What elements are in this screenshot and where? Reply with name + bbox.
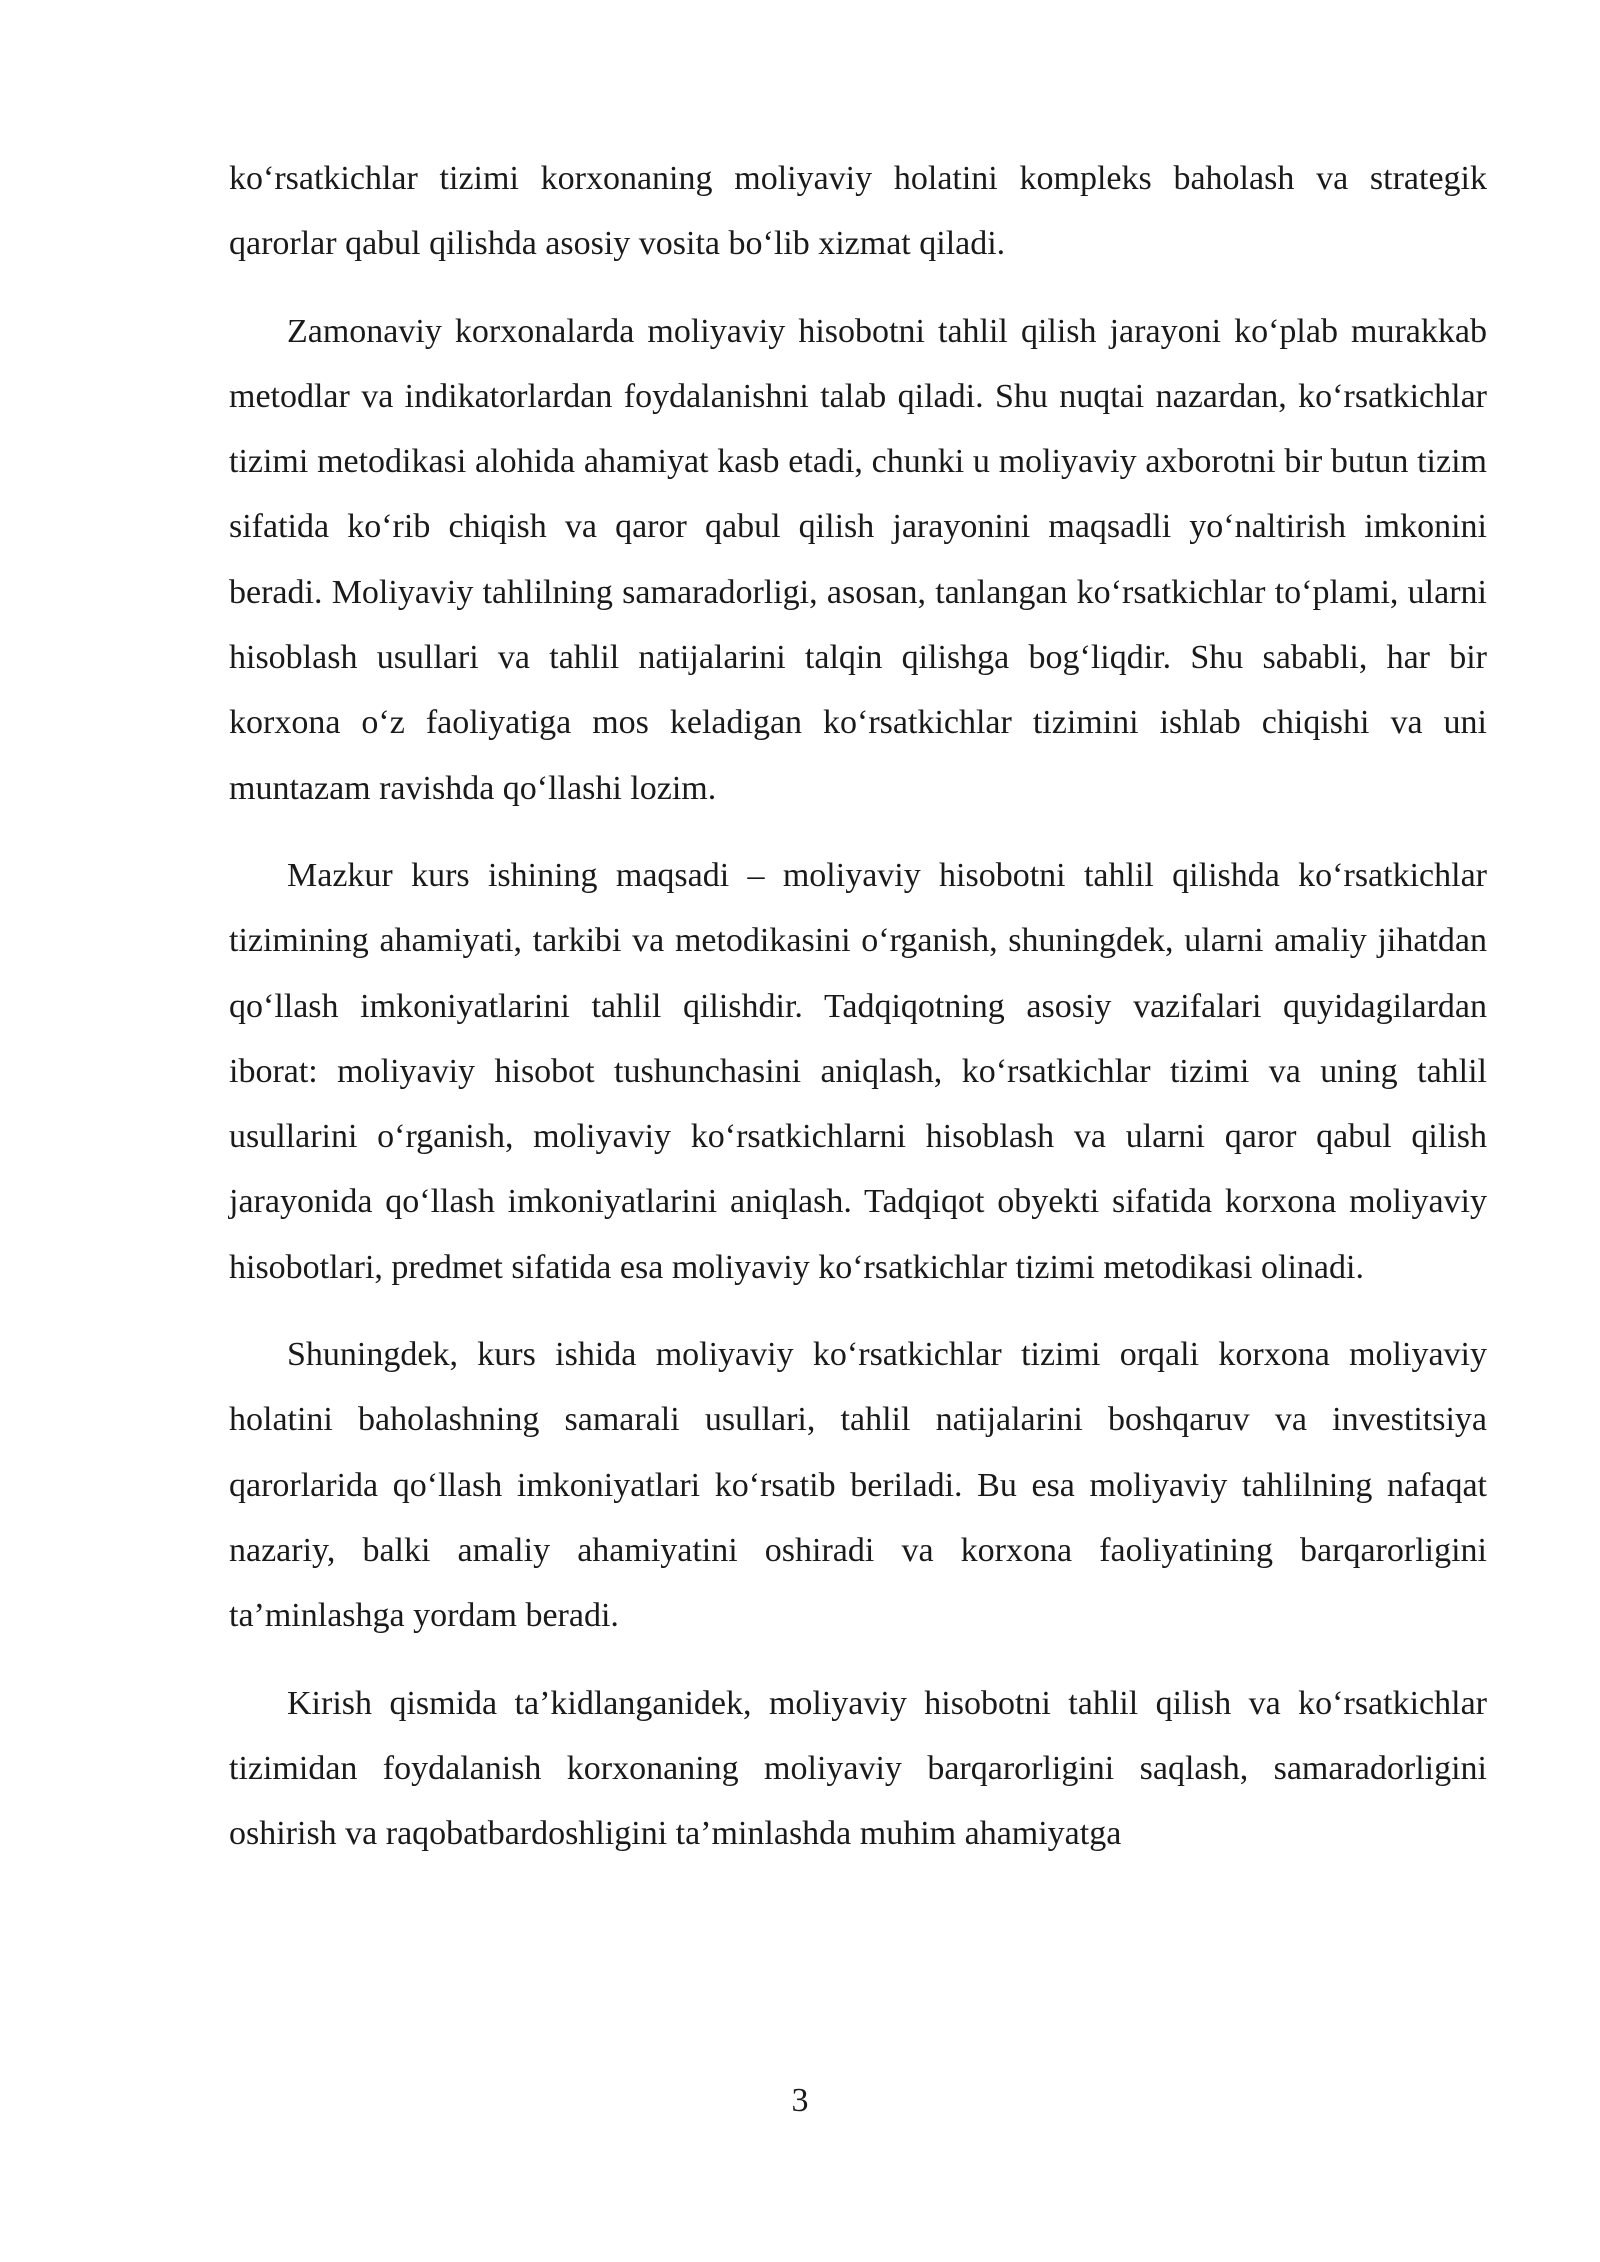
body-text — [229, 146, 1487, 1888]
paragraph-5: Kirish qismida ta’kidlanganidek, moliyaviy hisobotni tahlil qilish va ko‘rsatkichlar tizimidan foydalanish korxonaning moliyaviy barqarorligini saqlash, samaradorligini oshirish va raqobatbardoshligini ta’minlashda muhim ahamiyatga — [229, 1684, 1487, 1853]
page-number: 3 — [791, 2082, 809, 2119]
paragraph-2: Zamonaviy korxonalarda moliyaviy hisobotni tahlil qilish jarayoni ko‘plab murakkab metodlar va indikatorlardan foydalanishni talab qiladi. Shu nuqtai nazardan, ko‘rsatkichlar tizimi metodikasi alohida ahamiyat kasb etadi, chunki u moliyaviy axborotni bir butun tizim sifatida ko‘rib chiqish va qaror qabul qilish jarayonini maqsadli yo‘naltirish imkonini beradi. Moliyaviy tahlilning samaradorligi, asosan, tanlangan ko‘rsatkichlar to‘plami, ularni hisoblash usullari va tahlil natijalarini talqin qilishga bog‘liqdir. Shu sababli, har bir korxona o‘z faoliyatiga mos keladigan ko‘rsatkichlar tizimini ishlab chiqishi va uni muntazam ravishda qo‘llashi lozim. — [229, 312, 1487, 807]
paragraph-3: Mazkur kurs ishining maqsadi – moliyaviy hisobotni tahlil qilishda ko‘rsatkichlar tizimining ahamiyati, tarkibi va metodikasini o‘rganish, shuningdek, ularni amaliy jihatdan qo‘llash imkoniyatlarini tahlil qilishdir. Tadqiqotning asosiy vazifalari quyidagilardan iborat: moliyaviy hisobot tushunchasini aniqlash, ko‘rsatkichlar tizimi va uning tahlil usullarini o‘rganish, moliyaviy ko‘rsatkichlarni hisoblash va ularni qaror qabul qilish jarayonida qo‘llash imkoniyatlarini aniqlash. Tadqiqot obyekti sifatida korxona moliyaviy hisobotlari, predmet sifatida esa moliyaviy ko‘rsatkichlar tizimi metodikasi olinadi. — [229, 856, 1487, 1286]
paragraph-4: Shuningdek, kurs ishida moliyaviy ko‘rsatkichlar tizimi orqali korxona moliyaviy holatini baholashning samarali usullari, tahlil natijalarini boshqaruv va investitsiya qarorlarida qo‘llash imkoniyatlari ko‘rsatib beriladi. Bu esa moliyaviy tahlilning nafaqat nazariy, balki amaliy ahamiyatini oshiradi va korxona faoliyatining barqarorligini ta’minlashga yordam beradi. — [229, 1336, 1487, 1635]
paragraph-1: ko‘rsatkichlar tizimi korxonaning moliyaviy holatini kompleks baholash va strategik qarorlar qabul qilishda asosiy vosita bo‘lib xizmat qiladi. — [229, 160, 1487, 263]
